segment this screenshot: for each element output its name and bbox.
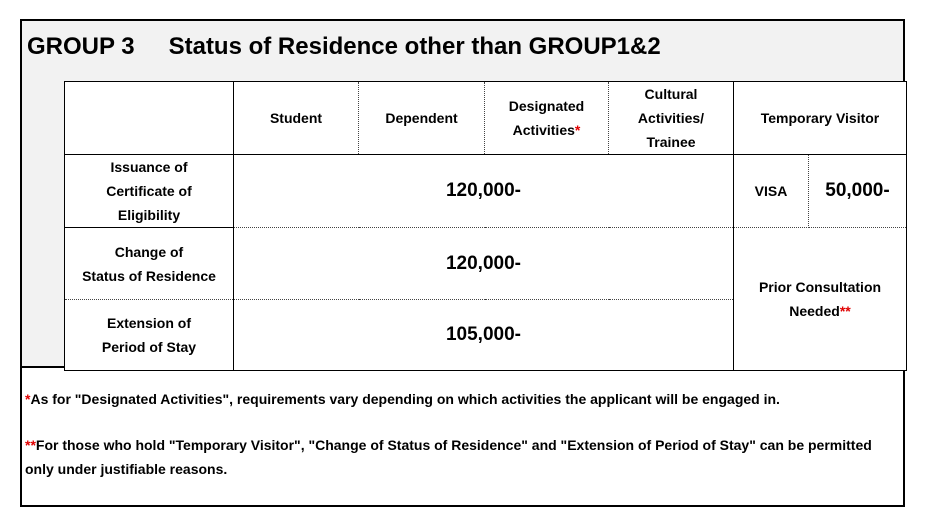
corner-cell (65, 82, 234, 155)
col-header-label: Dependent (385, 110, 458, 126)
row-header-change-of-status (65, 228, 234, 300)
col-header-student (234, 82, 359, 155)
col-header-cultural-activities (609, 82, 734, 155)
col-header-designated-activities (485, 82, 609, 155)
group-subtitle: Status of Residence other than GROUP1&2 (168, 33, 661, 60)
footnote-temporary-visitor (25, 433, 895, 481)
visa-fee-cell (809, 155, 907, 228)
table-row-issuance (65, 155, 907, 228)
col-header-label: Activities (512, 122, 575, 138)
asterisk-mark: * (574, 122, 581, 138)
col-header-label: Cultural (644, 86, 698, 102)
group-label: GROUP 3 (27, 33, 135, 60)
fee-table (64, 81, 907, 371)
col-header-label: Designated (508, 98, 585, 114)
footnote-text: As for "Designated Activities", requirements vary depending on which activities the applicant will be engaged in. (30, 391, 780, 407)
double-asterisk-mark: ** (25, 437, 36, 453)
fee-table-section (22, 21, 903, 368)
row-header-label: Period of Stay (101, 339, 197, 355)
asterisk-mark: * (25, 391, 31, 407)
issuance-fee-cell (234, 155, 734, 228)
issuance-fee: 120,000- (445, 180, 521, 201)
extension-fee: 105,000- (445, 324, 521, 345)
visa-label: VISA (754, 183, 788, 199)
col-header-label: Activities/ (637, 110, 705, 126)
col-header-temporary-visitor (734, 82, 907, 155)
row-header-label: Extension of (106, 315, 191, 331)
prior-consultation-label: Prior Consultation (758, 279, 882, 295)
extension-fee-cell (234, 300, 734, 371)
row-header-extension (65, 300, 234, 371)
fee-schedule-panel (20, 19, 905, 507)
row-header-label: Status of Residence (82, 267, 216, 284)
footnote-designated-activities (25, 387, 895, 411)
visa-fee: 50,000- (825, 180, 890, 201)
change-fee-cell (234, 228, 734, 300)
row-header-label: Issuance of (110, 159, 188, 175)
col-header-dependent (359, 82, 485, 155)
table-header-row (65, 82, 907, 155)
footnote-text: For those who hold "Temporary Visitor", "Change of Status of Residence" and "Extension of Period of Stay" can be permitted only under justifiable reasons. (25, 437, 872, 477)
col-header-label: Student (269, 110, 323, 126)
row-header-label: Certificate of (106, 183, 192, 199)
change-fee: 120,000- (445, 252, 521, 274)
footnotes (25, 387, 895, 481)
row-header-issuance (65, 155, 234, 228)
double-asterisk-mark: ** (839, 303, 851, 319)
visa-label-cell (734, 155, 809, 228)
prior-consultation-label: Needed (789, 303, 840, 319)
page-title (27, 33, 661, 61)
col-header-label: Temporary Visitor (760, 110, 880, 126)
prior-consultation-cell (734, 228, 907, 371)
row-header-label: Change of (114, 243, 184, 260)
row-header-label: Eligibility (117, 207, 181, 223)
table-row-change-of-status (65, 228, 907, 300)
col-header-label: Trainee (646, 134, 696, 150)
